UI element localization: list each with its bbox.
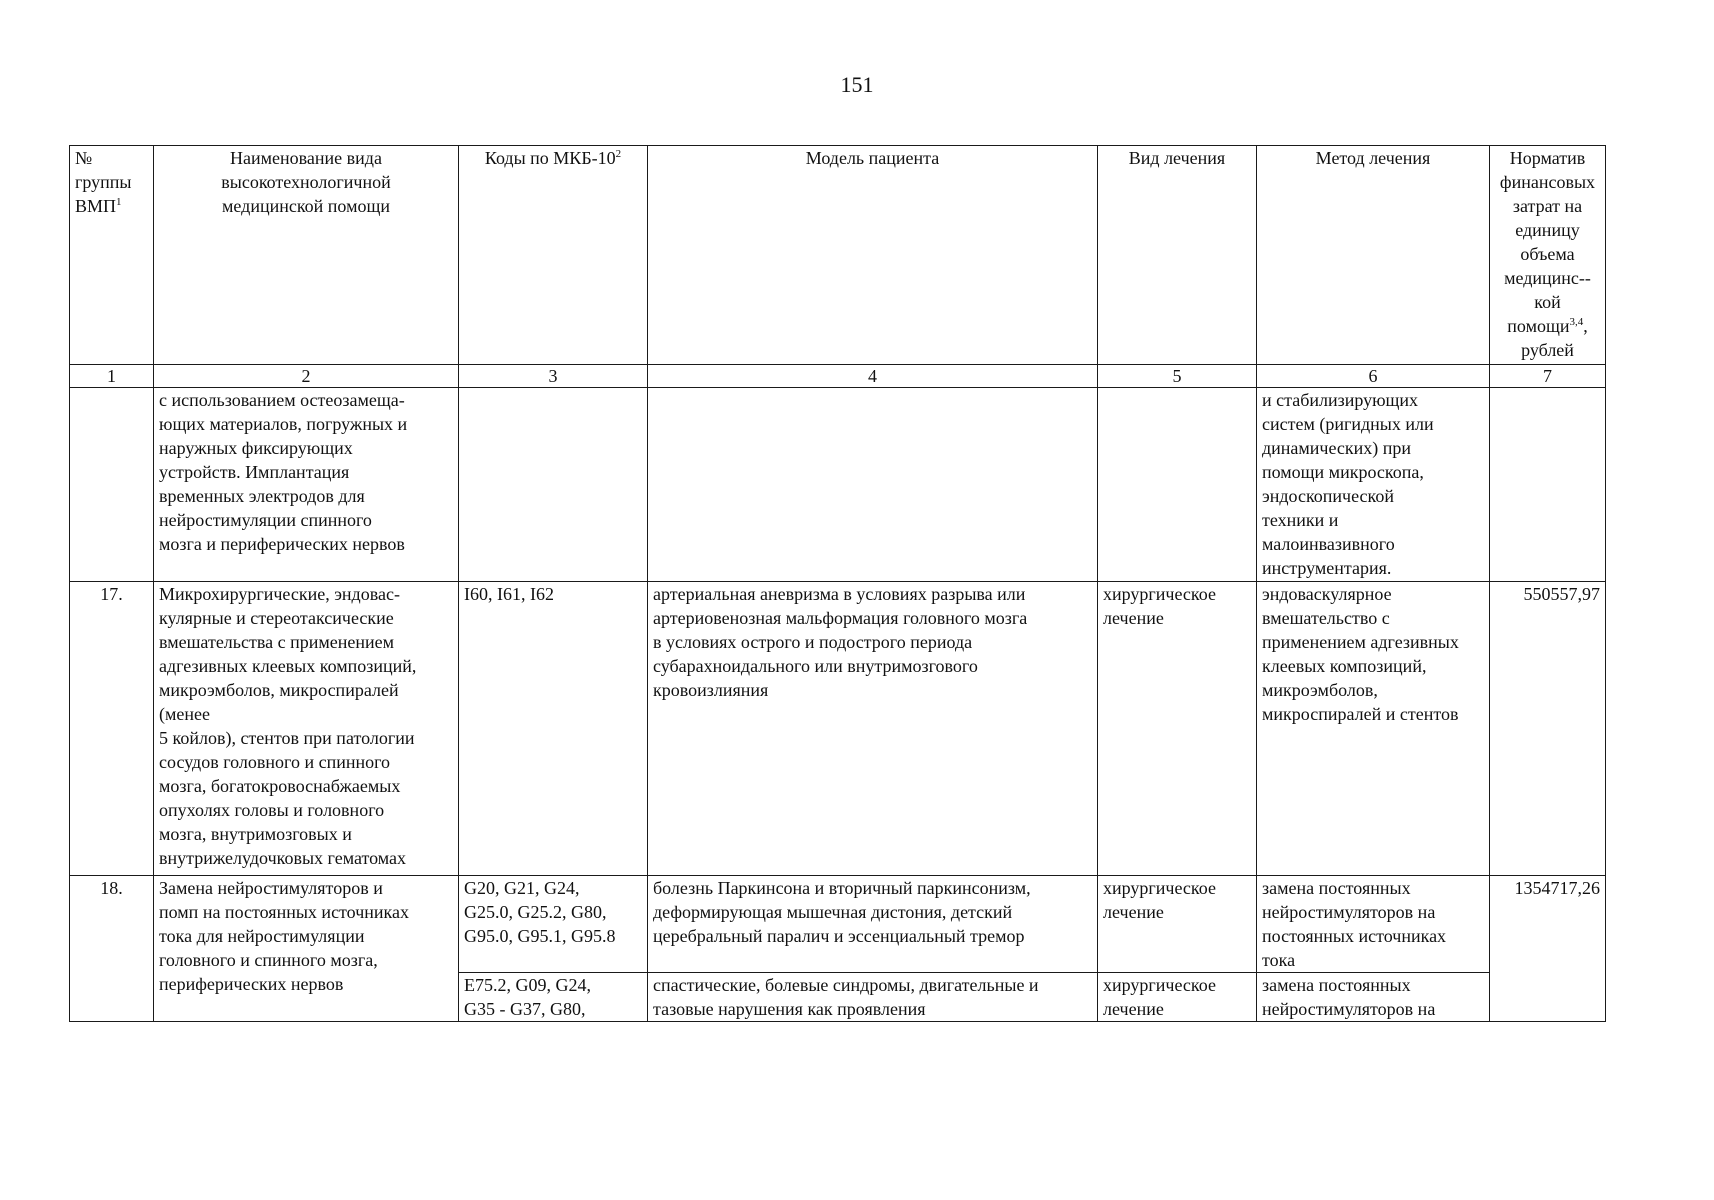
column-number: 4 (648, 365, 1098, 388)
header-icd-codes: Коды по МКБ-$10^2$ (459, 146, 648, 365)
cell-cost (1490, 388, 1606, 582)
cell-patient-model: артериальная аневризма в условиях разрыва или артериовенозная мальформация головного мозга в условиях острого и подострого периода субарахноидального или внутримозгового кровоизлияния (648, 582, 1098, 876)
vmp-table (69, 145, 1606, 1022)
cell-treatment-method: и стабилизирующих систем (ригидных или динамических) при помощи микроскопа, эндоскопической техники и малоинвазивного инструментария. (1257, 388, 1490, 582)
table-row-continuation (70, 388, 1606, 582)
cell-care-type-name: Замена нейростимуляторов и помп на постоянных источниках тока для нейростимуляции головного и спинного мозга, периферических нервов (154, 876, 459, 1022)
column-number: 6 (1257, 365, 1490, 388)
header-patient-model: Модель пациента (648, 146, 1098, 365)
cell-patient-model: болезнь Паркинсона и вторичный паркинсонизм, деформирующая мышечная дистония, детский церебральный паралич и эссенциальный тремор (648, 876, 1098, 973)
cell-care-type-name: Микрохирургические, эндовас- кулярные и стереотаксические вмешательства с применением адгезивных клеевых композиций, микроэмболов, микроспиралей (менее 5 койлов), стентов при патологии сосудов головного и спинного мозга, богатокровоснабжаемых опухолях головы и головного мозга, внутримозговых и внутрижелудочковых гематомах (154, 582, 459, 876)
header-care-type-name: Наименование вида высокотехнологичной медицинской помощи (154, 146, 459, 365)
cell-treatment-method: эндоваскулярное вмешательство с применением адгезивных клеевых композиций, микроэмболов, микроспиралей и стентов (1257, 582, 1490, 876)
cell-cost: 1354717,26 (1490, 876, 1606, 1022)
cell-group-number (70, 388, 154, 582)
header-cost-standard: Норматив финансовых затрат на единицу объема медицинс-- кой помощи$^{3,4}$, рублей (1490, 146, 1606, 365)
header-row (70, 146, 1606, 365)
cell-group-number: 18. (70, 876, 154, 1022)
cell-cost: 550557,97 (1490, 582, 1606, 876)
cell-treatment-type: хирургическое лечение (1098, 582, 1257, 876)
cell-icd-codes (459, 388, 648, 582)
column-number-row (70, 365, 1606, 388)
column-number: 5 (1098, 365, 1257, 388)
column-number: 3 (459, 365, 648, 388)
table-row-18 (70, 876, 1606, 973)
cell-treatment-method: замена постоянных нейростимуляторов на постоянных источниках тока (1257, 876, 1490, 973)
cell-patient-model: спастические, болевые синдромы, двигательные и тазовые нарушения как проявления (648, 973, 1098, 1022)
cell-treatment-type: хирургическое лечение (1098, 876, 1257, 973)
cell-treatment-type (1098, 388, 1257, 582)
header-treatment-type: Вид лечения (1098, 146, 1257, 365)
column-number: 2 (154, 365, 459, 388)
cell-treatment-method: замена постоянных нейростимуляторов на (1257, 973, 1490, 1022)
column-number: 7 (1490, 365, 1606, 388)
page-number: 151 (840, 72, 874, 97)
header-group-number: № группы ВМП$^1$ (70, 146, 154, 365)
cell-treatment-type: хирургическое лечение (1098, 973, 1257, 1022)
cell-group-number: 17. (70, 582, 154, 876)
header-treatment-method: Метод лечения (1257, 146, 1490, 365)
cell-icd-codes: E75.2, G09, G24, G35 - G37, G80, (459, 973, 648, 1022)
cell-care-type-name: с использованием остеозамеща- ющих материалов, погружных и наружных фиксирующих устройств. Имплантация временных электродов для нейростимуляции спинного мозга и периферических нервов (154, 388, 459, 582)
cell-icd-codes: G20, G21, G24, G25.0, G25.2, G80, G95.0, G95.1, G95.8 (459, 876, 648, 973)
cell-icd-codes: I60, I61, I62 (459, 582, 648, 876)
cell-patient-model (648, 388, 1098, 582)
column-number: 1 (70, 365, 154, 388)
table-row-17 (70, 582, 1606, 876)
